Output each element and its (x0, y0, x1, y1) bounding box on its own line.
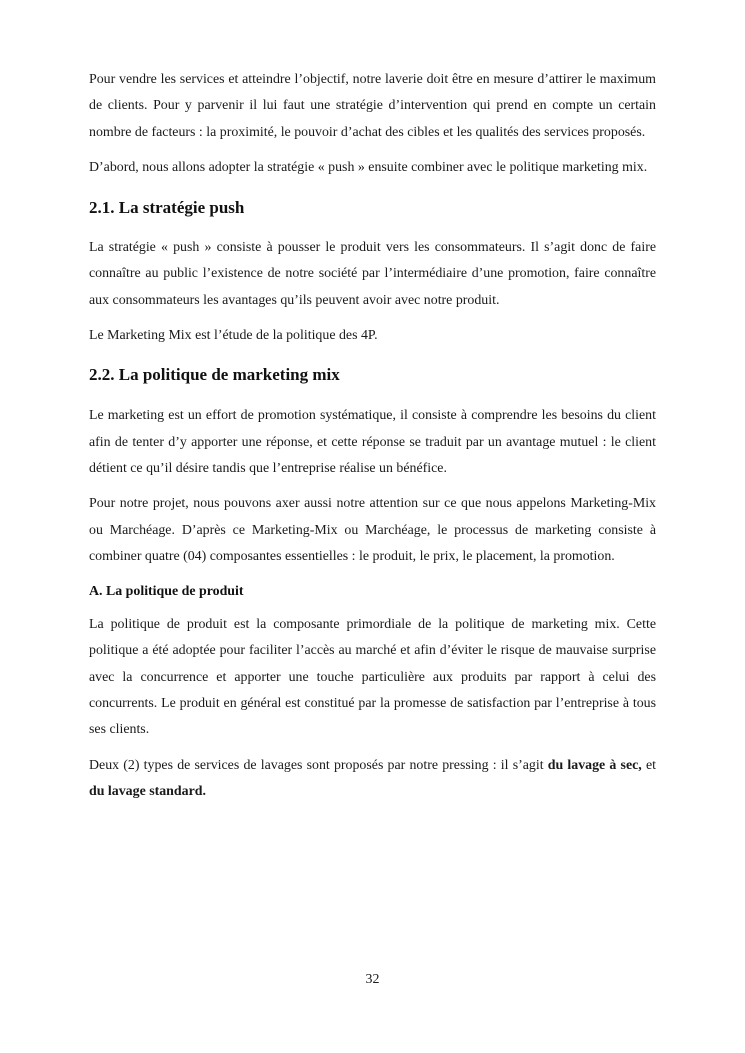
types-lavage-standard: du lavage standard. (89, 783, 206, 799)
paragraph-marketing-mix-intro: Le Marketing Mix est l’étude de la politique des 4P. (89, 328, 378, 344)
paragraph-types-services (89, 753, 656, 806)
paragraph-marketing-definition: Le marketing est un effort de promotion systématique, il consiste à comprendre les besoins du client afin de tenter d’y apporter une réponse, et cette réponse se traduit par un avantage mutuel : le client détient ce qu’il désire tandis que l’entreprise réalise un bénéfice. (89, 408, 656, 476)
document-page (89, 67, 656, 805)
types-text-start: Deux (2) types de services de lavages sont proposés par notre pressing : il s’agit (89, 757, 548, 773)
paragraph-push-definition: La stratégie « push » consiste à pousser le produit vers les consommateurs. Il s’agit donc de faire connaître au public l’existence de notre société par l’intermédiaire d’une promotion, faire connaître aux consommateurs les avantages qu’ils peuvent avoir avec notre produit. (89, 240, 656, 308)
page-number: 32 (365, 972, 380, 987)
paragraph-projet: Pour notre projet, nous pouvons axer aussi notre attention sur ce que nous appelons Marketing-Mix ou Marchéage. D’après ce Marketing-Mix ou Marchéage, le processus de marketing consiste à combiner quatre (04) composantes essentielles : le produit, le prix, le placement, la promotion. (89, 496, 656, 564)
paragraph-intro: Pour vendre les services et atteindre l’objectif, notre laverie doit être en mesure d’attirer le maximum de clients. Pour y parvenir il lui faut une stratégie d’intervention qui prend en compte un certain nombre de facteurs : la proximité, le pouvoir d’achat des cibles et les qualités des services proposés. (89, 72, 656, 140)
heading-marketing-mix: 2.2. La politique de marketing mix (89, 365, 340, 385)
types-text-mid: et (641, 757, 656, 773)
types-lavage-sec: du lavage à sec, (547, 757, 642, 773)
heading-politique-produit: A. La politique de produit (89, 584, 244, 600)
paragraph-abord: D’abord, nous allons adopter la stratégie « push » ensuite combiner avec le politique marketing mix. (89, 159, 648, 175)
heading-strategie-push: 2.1. La stratégie push (89, 198, 245, 218)
paragraph-politique-produit: La politique de produit est la composante primordiale de la politique de marketing mix. Cette politique a été adoptée pour faciliter l’accès au marché et afin d’éviter le risque de mauvaise surprise avec la concurrence et apporter une touche particulière aux produits par rapport à celui des concurrents. Le produit en général est constitué par la promesse de satisfaction par l’entreprise à tous ses clients. (89, 617, 656, 738)
